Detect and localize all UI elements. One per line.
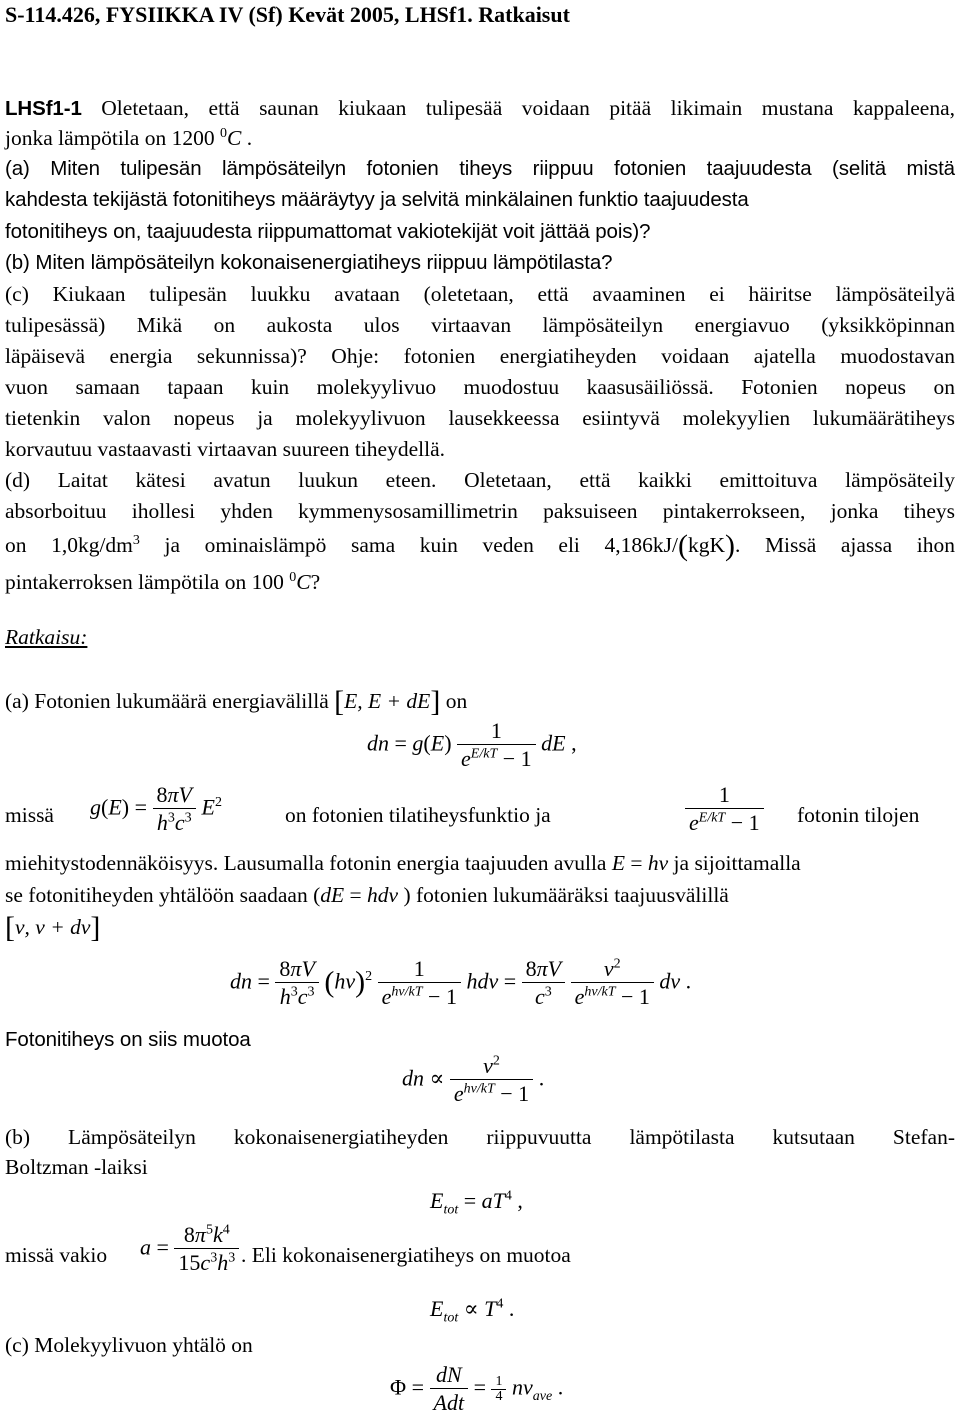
equation-dn-energy: dn = g(E) $\frac{1}{e^{E/kT} - 1}$ dE ,: [367, 718, 577, 771]
solution-a-mid-text: on fotonien tilatiheysfunktio ja: [285, 803, 551, 827]
problem-intro-line-2: jonka lämpötila on 1200 $^0$C .: [5, 125, 253, 150]
question-c-line-4: vuon samaan tapaan kuin molekyylivuo muodostuu kaasusäiliössä. Fotonien nopeus on: [5, 375, 955, 399]
question-d-line-4: pintakerroksen lämpötila on 100 $^0$C?: [5, 569, 321, 594]
solution-a-end-text: fotonin tilojen: [797, 803, 920, 827]
document-header: S-114.426, FYSIIKKA IV (Sf) Kevät 2005, LHSf1. Ratkaisut: [5, 2, 570, 27]
equation-constant-a: a = $\frac{8\pi^5k^4}{15c^3h^3}$: [140, 1222, 239, 1277]
problem-intro-line-1: [5, 93, 955, 125]
equation-dn-frequency: dn = $\frac{8\pi V}{h^3c^3}$ $(h\nu)^2$ $\frac{1}{e^{h\nu/kT} - 1}$ hdν = $\frac{8\pi V}{c^3}$ $\frac{\nu^2}{e^{h\nu/kT} - 1}$ dν .: [230, 956, 692, 1009]
solution-a-intro: (a) Fotonien lukumäärä energiavälillä [E, E + dE] on: [5, 685, 468, 718]
problem-title: LHSf1-1: [5, 97, 82, 120]
solution-a-form-text: Fotonitiheys on siis muotoa: [5, 1028, 251, 1051]
solution-a-line-3: se fotonitiheyden yhtälöön saadaan (dE = hdν ) fotonien lukumääräksi taajuusvälillä: [5, 883, 729, 907]
solution-b-end-text: . Eli kokonaisenergiatiheys on muotoa: [241, 1243, 571, 1267]
question-d-line-1: (d) Laitat kätesi avatun luukun eteen. Oletetaan, että kaikki emittoituva lämpösäteily: [5, 468, 955, 492]
question-c-line-3: läpäisevä energia sekunnissa)? Ohje: fotonien energiatiheyden voidaan ajatella muodostavan: [5, 344, 955, 368]
solution-heading: Ratkaisu:: [5, 625, 88, 649]
question-b-line: (b) Miten lämpösäteilyn kokonaisenergiatiheys riippuu lämpötilasta?: [5, 251, 613, 274]
solution-a-interval: [ν, ν + dν]: [5, 911, 101, 944]
solution-b-line-2: Boltzman -laiksi: [5, 1155, 148, 1179]
question-d-line-3: on $1,0kg/dm^3$ ja ominaislämpö sama kuin veden eli 4,186kJ/(kgK). Missä ajassa ihon: [5, 529, 956, 562]
question-d-line-2: absorboituu ihollesi yhden kymmenysosamillimetrin paksuiseen pintakerrokseen, jonka tiheys: [5, 499, 955, 523]
question-c-line-5: tietenkin valon nopeus ja molekyylivuon lausekkeessa esiintyvä molekyylien lukumäärätiheys: [5, 406, 955, 430]
equation-dn-proportional: dn ∝ $\frac{\nu^2}{e^{h\nu/kT} - 1}$ .: [402, 1053, 545, 1106]
question-c-line-6: korvautuu vastaavasti virtaavan suureen tiheydellä.: [5, 437, 445, 461]
question-a-line-3: fotonitiheys on, taajuudesta riippumattomat vakiotekijät voit jättää pois)?: [5, 220, 651, 243]
solution-a-g-line: missä: [5, 803, 54, 827]
solution-a-line-2: miehitystodennäköisyys. Lausumalla fotonin energia taajuuden avulla E = hν ja sijoittamalla: [5, 851, 801, 875]
question-c-line-2: tulipesässä) Mikä on aukosta ulos virtaavan lämpösäteilyn energiavuo (yksikköpinnan: [5, 313, 955, 337]
equation-g-of-e: g(E) = $\frac{8\pi V}{h^3c^3}$ $E^2$: [90, 782, 222, 835]
question-a-line-2: kahdesta tekijästä fotonitiheys määräytyy ja selvitä minkälainen funktio taajuudesta: [5, 188, 749, 211]
question-a-line-1: (a) Miten tulipesän lämpösäteilyn fotonien tiheys riippuu fotonien taajuudesta (selitä mistä: [5, 157, 955, 180]
problem-intro-text-1: Oletetaan, että saunan kiukaan tulipesää voidaan pitää likimain mustana kappaleena,: [101, 96, 956, 120]
equation-stefan-boltzmann: $E_{tot} = aT^4$ ,: [430, 1188, 523, 1218]
question-c-line-1: (c) Kiukaan tulipesän luukku avataan (oletetaan, että avaaminen ei häiritse lämpösäteilyä: [5, 282, 955, 306]
equation-etot-proportional: $E_{tot} \propto T^4$ .: [430, 1296, 515, 1326]
equation-occupation: $\frac{1}{e^{E/kT} - 1}$: [685, 782, 764, 837]
equation-flux: Φ = $\frac{dN}{\text{Adt}}$ = $\frac{1}{4}$ $nv_{ave}$ .: [390, 1362, 564, 1415]
solution-c-line: (c) Molekyylivuon yhtälö on: [5, 1333, 253, 1357]
solution-b-constant-text: missä vakio: [5, 1243, 108, 1267]
solution-b-line-1: (b) Lämpösäteilyn kokonaisenergiatiheyden riippuvuutta lämpötilasta kutsutaan Stefan-: [5, 1125, 955, 1149]
